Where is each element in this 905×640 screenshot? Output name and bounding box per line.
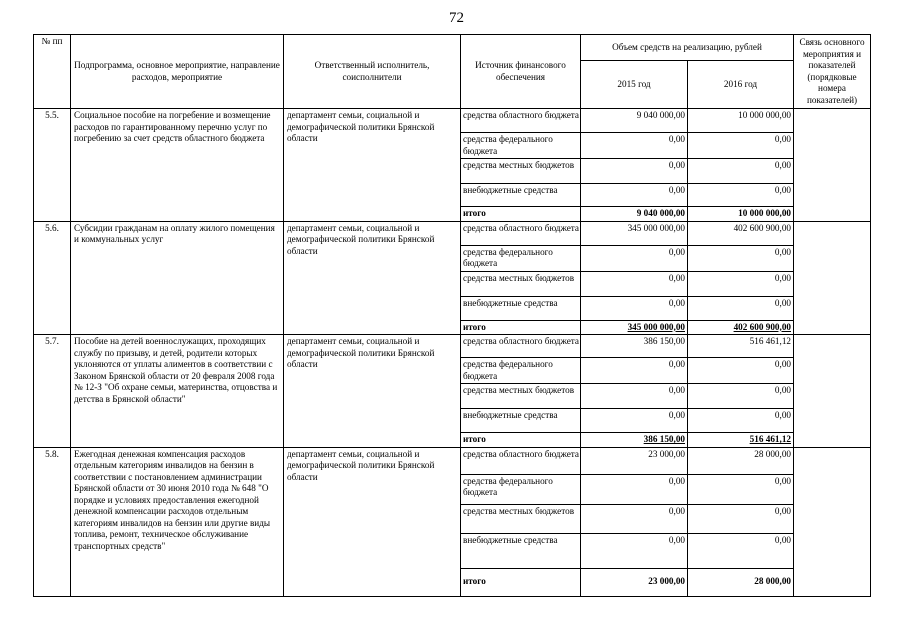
value-2015: 0,00 bbox=[581, 504, 688, 533]
row-number: 5.5. bbox=[34, 109, 71, 222]
source-cell: внебюджетные средства bbox=[461, 533, 581, 568]
source-cell: средства федерального бюджета bbox=[461, 245, 581, 271]
total-2016: 516 461,12 bbox=[688, 433, 794, 448]
value-2016: 0,00 bbox=[688, 159, 794, 184]
value-2015: 0,00 bbox=[581, 184, 688, 207]
table-row bbox=[34, 221, 871, 245]
value-2015: 0,00 bbox=[581, 533, 688, 568]
source-cell: средства федерального бюджета bbox=[461, 474, 581, 504]
value-2015: 0,00 bbox=[581, 159, 688, 184]
header-num: № пп bbox=[34, 35, 71, 109]
source-cell: внебюджетные средства bbox=[461, 184, 581, 207]
header-year-2016: 2016 год bbox=[688, 61, 794, 109]
table-header-row bbox=[34, 35, 871, 61]
link-cell bbox=[794, 109, 871, 222]
table-row bbox=[34, 447, 871, 474]
total-2016: 10 000 000,00 bbox=[688, 207, 794, 222]
value-2015: 0,00 bbox=[581, 296, 688, 320]
source-cell: средства местных бюджетов bbox=[461, 504, 581, 533]
value-2016: 0,00 bbox=[688, 245, 794, 271]
value-2015: 0,00 bbox=[581, 409, 688, 433]
value-2016: 0,00 bbox=[688, 358, 794, 384]
value-2016: 0,00 bbox=[688, 184, 794, 207]
table-row bbox=[34, 109, 871, 133]
program-cell: Субсидии гражданам на оплату жилого помещения и коммунальных услуг bbox=[71, 221, 284, 335]
source-cell: средства областного бюджета bbox=[461, 109, 581, 133]
source-cell: внебюджетные средства bbox=[461, 296, 581, 320]
value-2016: 0,00 bbox=[688, 504, 794, 533]
row-number: 5.7. bbox=[34, 335, 71, 448]
value-2015: 0,00 bbox=[581, 245, 688, 271]
total-2015: 9 040 000,00 bbox=[581, 207, 688, 222]
total-label: итого bbox=[461, 433, 581, 448]
value-2016: 0,00 bbox=[688, 474, 794, 504]
row-number: 5.6. bbox=[34, 221, 71, 335]
program-cell: Ежегодная денежная компенсация расходов отдельным категориям инвалидов на бензин в соответствии с постановлением администрации Брянской области от 30 июня 2010 года № 648 "О порядке и условиях предоставления ежегодной денежной компенсации расходов отдельным категориям инвалидов на бензин или другие виды топлива, ремонт, техническое обслуживание транспортных средств" bbox=[71, 447, 284, 596]
value-2016: 402 600 900,00 bbox=[688, 221, 794, 245]
total-2015: 23 000,00 bbox=[581, 568, 688, 596]
total-label: итого bbox=[461, 320, 581, 335]
value-2016: 0,00 bbox=[688, 271, 794, 296]
value-2016: 0,00 bbox=[688, 533, 794, 568]
header-volume: Объем средств на реализацию, рублей bbox=[581, 35, 794, 61]
source-cell: средства областного бюджета bbox=[461, 335, 581, 358]
value-2015: 0,00 bbox=[581, 358, 688, 384]
value-2015: 386 150,00 bbox=[581, 335, 688, 358]
link-cell bbox=[794, 447, 871, 596]
link-cell bbox=[794, 221, 871, 335]
value-2015: 0,00 bbox=[581, 271, 688, 296]
total-2015: 345 000 000,00 bbox=[581, 320, 688, 335]
value-2015: 0,00 bbox=[581, 474, 688, 504]
total-label: итого bbox=[461, 207, 581, 222]
value-2015: 0,00 bbox=[581, 133, 688, 159]
source-cell: средства федерального бюджета bbox=[461, 133, 581, 159]
total-2016: 402 600 900,00 bbox=[688, 320, 794, 335]
program-cell: Социальное пособие на погребение и возмещение расходов по гарантированному перечню услуг по погребению за счет средств областного бюджета bbox=[71, 109, 284, 222]
header-program: Подпрограмма, основное мероприятие, направление расходов, мероприятие bbox=[71, 35, 284, 109]
value-2015: 9 040 000,00 bbox=[581, 109, 688, 133]
header-link: Связь основного мероприятия и показателей (порядковые номера показателей) bbox=[794, 35, 871, 109]
total-2015: 386 150,00 bbox=[581, 433, 688, 448]
source-cell: средства федерального бюджета bbox=[461, 358, 581, 384]
source-cell: средства местных бюджетов bbox=[461, 384, 581, 409]
program-cell: Пособие на детей военнослужащих, проходящих службу по призыву, и детей, родители которых уклоняются от уплаты алиментов в соответствии с Законом Брянской области от 20 февраля 2008 года № 12-З "Об охране семьи, материнства, отцовства и детства в Брянской области" bbox=[71, 335, 284, 448]
value-2016: 0,00 bbox=[688, 133, 794, 159]
value-2015: 23 000,00 bbox=[581, 447, 688, 474]
value-2016: 10 000 000,00 bbox=[688, 109, 794, 133]
source-cell: средства областного бюджета bbox=[461, 447, 581, 474]
header-year-2015: 2015 год bbox=[581, 61, 688, 109]
value-2016: 0,00 bbox=[688, 384, 794, 409]
funding-table bbox=[33, 34, 871, 597]
header-executor: Ответственный исполнитель, соисполнители bbox=[284, 35, 461, 109]
total-label: итого bbox=[461, 568, 581, 596]
value-2015: 345 000 000,00 bbox=[581, 221, 688, 245]
executor-cell: департамент семьи, социальной и демографической политики Брянской области bbox=[284, 109, 461, 222]
value-2016: 28 000,00 bbox=[688, 447, 794, 474]
header-source: Источник финансового обеспечения bbox=[461, 35, 581, 109]
source-cell: средства местных бюджетов bbox=[461, 159, 581, 184]
value-2015: 0,00 bbox=[581, 384, 688, 409]
source-cell: внебюджетные средства bbox=[461, 409, 581, 433]
value-2016: 0,00 bbox=[688, 409, 794, 433]
source-cell: средства местных бюджетов bbox=[461, 271, 581, 296]
value-2016: 516 461,12 bbox=[688, 335, 794, 358]
executor-cell: департамент семьи, социальной и демографической политики Брянской области bbox=[284, 221, 461, 335]
value-2016: 0,00 bbox=[688, 296, 794, 320]
table-row bbox=[34, 335, 871, 358]
executor-cell: департамент семьи, социальной и демографической политики Брянской области bbox=[284, 335, 461, 448]
page-number: 72 bbox=[449, 10, 464, 26]
source-cell: средства областного бюджета bbox=[461, 221, 581, 245]
executor-cell: департамент семьи, социальной и демографической политики Брянской области bbox=[284, 447, 461, 596]
total-2016: 28 000,00 bbox=[688, 568, 794, 596]
link-cell bbox=[794, 335, 871, 448]
row-number: 5.8. bbox=[34, 447, 71, 596]
